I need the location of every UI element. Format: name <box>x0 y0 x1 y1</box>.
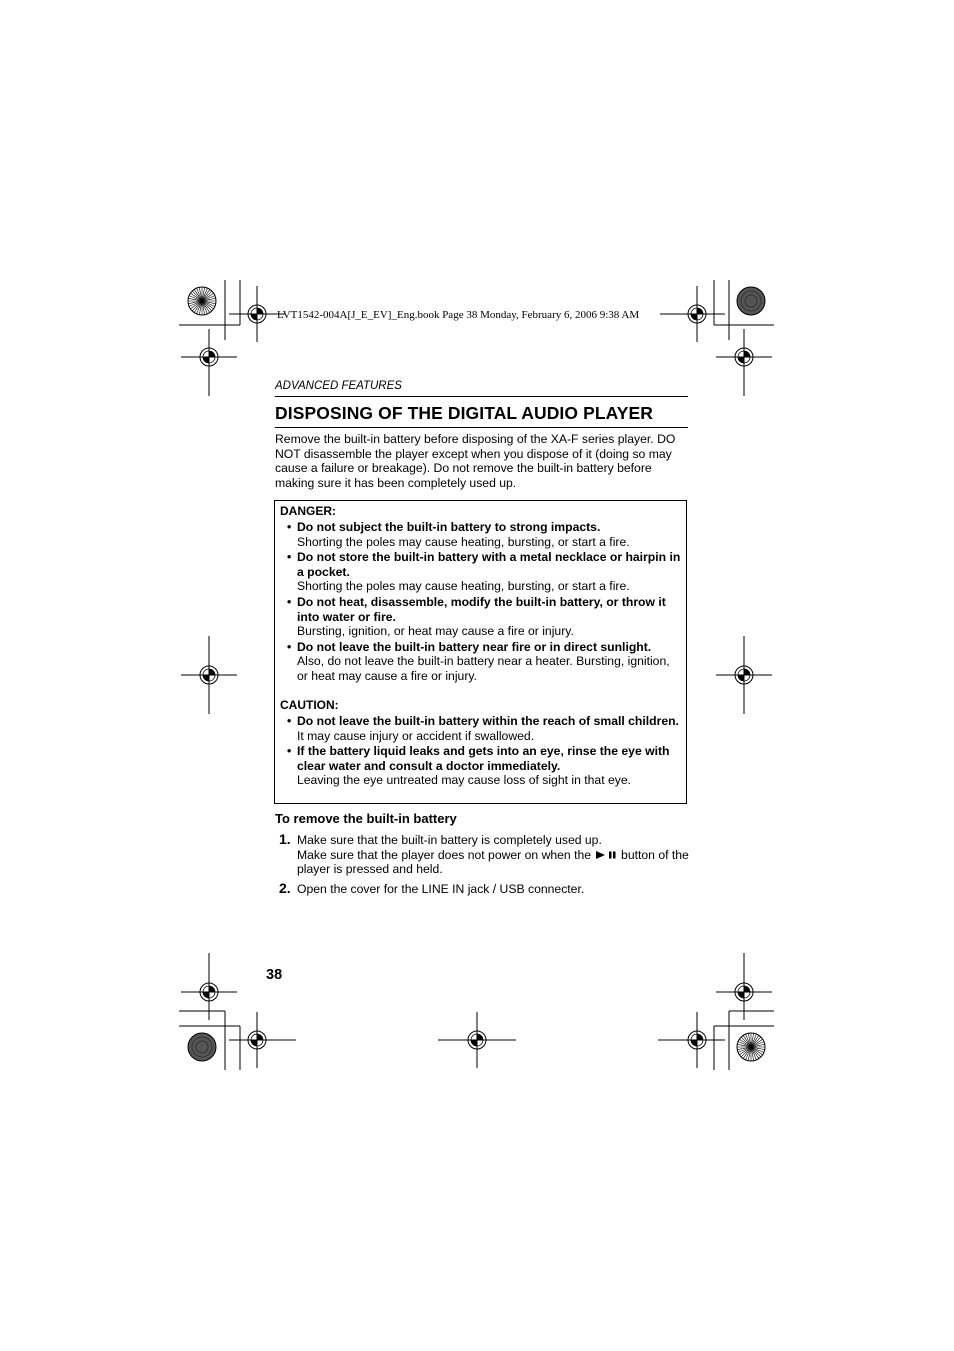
danger-heading: DANGER: <box>280 504 336 518</box>
bullet-icon: • <box>287 744 292 759</box>
danger-item: • Do not store the built-in battery with a metal necklace or hairpin in a pocket. Shorting the poles may cause heating, bursting, or start a fire. <box>287 550 681 594</box>
danger-item: • Do not heat, disassemble, modify the built-in battery, or throw it into water or fire. Bursting, ignition, or heat may cause a fire or injury. <box>287 594 666 639</box>
danger-item: • Do not subject the built-in battery to strong impacts. Shorting the poles may cause heating, bursting, or start a fire. <box>287 520 630 549</box>
page-title: DISPOSING OF THE DIGITAL AUDIO PLAYER <box>275 403 654 423</box>
bullet-icon: • <box>287 594 292 609</box>
caution-heading: CAUTION: <box>280 698 339 712</box>
page-number: 38 <box>266 967 283 983</box>
bullet-icon: • <box>287 714 292 728</box>
caution-item: • Do not leave the built-in battery within the reach of small children. It may cause injury or accident if swallowed. <box>287 714 679 743</box>
caution-list <box>275 714 686 789</box>
bullet-icon: • <box>287 639 292 654</box>
section-label: ADVANCED FEATURES <box>275 380 402 392</box>
play-pause-icon <box>593 850 619 860</box>
print-header: LVT1542-004A[J_E_EV]_Eng.book Page 38 Monday, February 6, 2006 9:38 AM <box>277 309 640 321</box>
danger-item: • Do not leave the built-in battery near fire or in direct sunlight. Also, do not leave the built-in battery near a heater. Bursting, ignition, or heat may cause a fire or injury. <box>287 639 670 683</box>
step-number: 2. <box>279 880 291 896</box>
intro-paragraph: Remove the built-in battery before disposing of the XA-F series player. DO NOT disassemble the player except when you dispose of it (doing so may cause a failure or breakage). Do not remove the built-in battery before making sure it has been completely used up. <box>275 432 676 490</box>
bullet-icon: • <box>287 520 292 534</box>
header-rule <box>275 396 688 397</box>
step-number: 1. <box>279 831 291 847</box>
title-rule <box>275 427 688 428</box>
step-text: Make sure that the built-in battery is completely used up. Make sure that the player does not power on when the button of the player is pressed and held. <box>297 833 689 877</box>
danger-list <box>275 520 686 685</box>
caution-item: • If the battery liquid leaks and gets into an eye, rinse the eye with clear water and consult a doctor immediately. Leaving the eye untreated may cause loss of sight in that eye. <box>287 744 670 788</box>
removal-heading: To remove the built-in battery <box>275 811 457 826</box>
bullet-icon: • <box>287 550 292 565</box>
warning-box <box>274 500 687 804</box>
step-text: Open the cover for the LINE IN jack / USB connecter. <box>297 882 585 896</box>
